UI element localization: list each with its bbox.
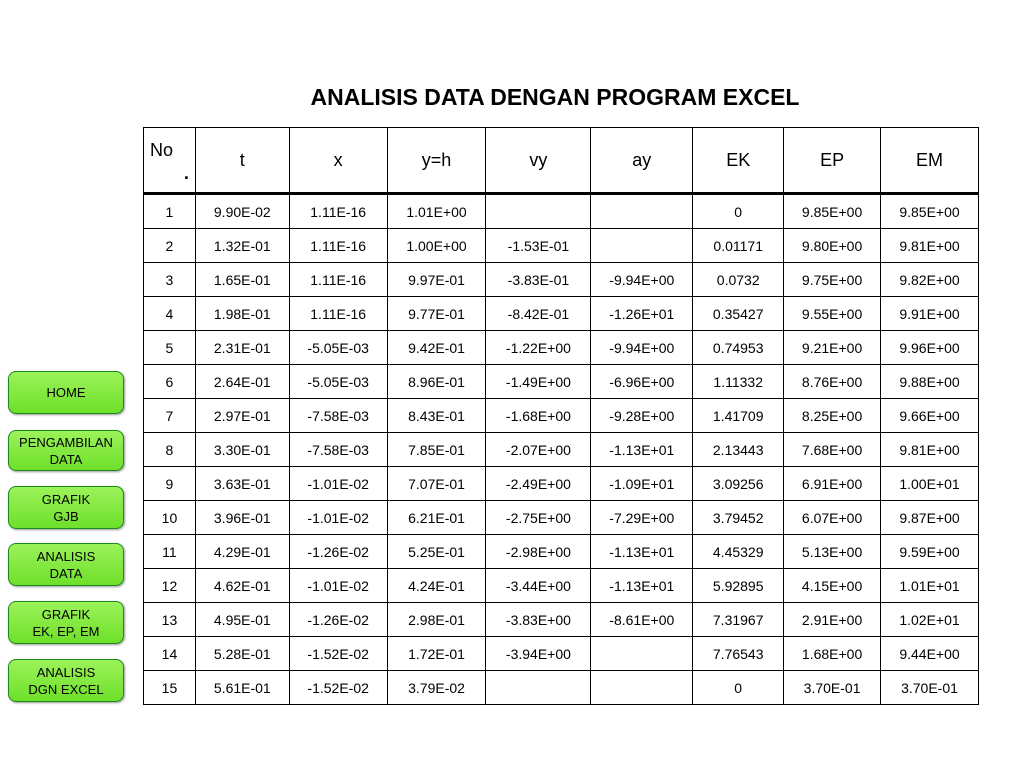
cell-ek: 0.01171 [693,229,784,263]
cell-vy: -8.42E-01 [486,297,591,331]
cell-em: 9.91E+00 [881,297,979,331]
cell-vy: -1.68E+00 [486,399,591,433]
cell-ek: 5.92895 [693,569,784,603]
cell-em: 1.01E+01 [881,569,979,603]
cell-x: 1.11E-16 [289,263,387,297]
cell-ep: 9.21E+00 [784,331,881,365]
table-row [144,467,979,501]
cell-vy: -2.07E+00 [486,433,591,467]
analisis-data-button[interactable] [8,543,124,586]
table-row [144,331,979,365]
cell-y-h: 7.85E-01 [387,433,486,467]
cell-no: 10 [144,501,196,535]
pengambilan-data-button[interactable] [8,430,124,471]
cell-ek: 0.74953 [693,331,784,365]
cell-x: 1.11E-16 [289,297,387,331]
cell-em: 9.59E+00 [881,535,979,569]
cell-no: 1 [144,194,196,229]
home-button[interactable] [8,371,124,414]
grafik-gjb-button-label: GRAFIK GJB [41,491,91,524]
cell-no: 13 [144,603,196,637]
cell-x: 1.11E-16 [289,229,387,263]
cell-vy: -1.49E+00 [486,365,591,399]
grafik-ek-ep-em-button-label: GRAFIK EK, EP, EM [32,606,100,639]
cell-em: 1.00E+01 [881,467,979,501]
cell-t: 2.64E-01 [195,365,289,399]
header-no-dot: . [183,163,189,183]
cell-ay [591,194,693,229]
cell-ay: -9.28E+00 [591,399,693,433]
table-row [144,501,979,535]
cell-ek: 4.45329 [693,535,784,569]
cell-t: 3.30E-01 [195,433,289,467]
header-no [144,128,196,194]
cell-no: 15 [144,671,196,705]
table-body [144,194,979,705]
cell-ek: 0.0732 [693,263,784,297]
cell-x: -1.26E-02 [289,535,387,569]
table-row [144,569,979,603]
cell-ek: 1.41709 [693,399,784,433]
cell-vy: -1.53E-01 [486,229,591,263]
cell-no: 4 [144,297,196,331]
header-vy: vy [486,128,591,194]
cell-no: 14 [144,637,196,671]
grafik-gjb-button[interactable] [8,486,124,529]
cell-x: -1.01E-02 [289,501,387,535]
table-header-row [144,128,979,194]
cell-y-h: 8.43E-01 [387,399,486,433]
grafik-ek-ep-em-button[interactable] [8,601,124,644]
cell-y-h: 4.24E-01 [387,569,486,603]
cell-y-h: 8.96E-01 [387,365,486,399]
cell-vy: -3.94E+00 [486,637,591,671]
cell-y-h: 3.79E-02 [387,671,486,705]
header-no-label: No [150,140,174,160]
header-em: EM [881,128,979,194]
cell-ep: 9.80E+00 [784,229,881,263]
cell-ay: -1.13E+01 [591,433,693,467]
header-ek: EK [693,128,784,194]
cell-vy: -1.22E+00 [486,331,591,365]
cell-t: 4.62E-01 [195,569,289,603]
cell-no: 6 [144,365,196,399]
header-x: x [289,128,387,194]
cell-vy: -2.49E+00 [486,467,591,501]
cell-em: 9.85E+00 [881,194,979,229]
header-t: t [195,128,289,194]
cell-ay: -6.96E+00 [591,365,693,399]
cell-x: -7.58E-03 [289,433,387,467]
cell-ay [591,637,693,671]
cell-t: 1.65E-01 [195,263,289,297]
pengambilan-data-button-label: PENGAMBILAN DATA [19,434,113,467]
cell-em: 1.02E+01 [881,603,979,637]
cell-t: 5.28E-01 [195,637,289,671]
cell-ep: 6.07E+00 [784,501,881,535]
table-row [144,194,979,229]
cell-t: 2.31E-01 [195,331,289,365]
table-row [144,637,979,671]
cell-t: 4.29E-01 [195,535,289,569]
cell-x: -1.01E-02 [289,569,387,603]
table-row [144,433,979,467]
table-row [144,535,979,569]
cell-ek: 3.79452 [693,501,784,535]
cell-em: 9.88E+00 [881,365,979,399]
cell-y-h: 6.21E-01 [387,501,486,535]
cell-x: -5.05E-03 [289,331,387,365]
cell-y-h: 1.01E+00 [387,194,486,229]
cell-x: -1.01E-02 [289,467,387,501]
cell-no: 9 [144,467,196,501]
cell-no: 2 [144,229,196,263]
cell-ek: 7.76543 [693,637,784,671]
cell-ek: 2.13443 [693,433,784,467]
analisis-data-button-label: ANALISIS DATA [36,548,96,581]
cell-ep: 6.91E+00 [784,467,881,501]
table-row [144,365,979,399]
cell-x: -5.05E-03 [289,365,387,399]
cell-em: 3.70E-01 [881,671,979,705]
table-row [144,603,979,637]
cell-vy: -2.98E+00 [486,535,591,569]
cell-em: 9.81E+00 [881,229,979,263]
table-row [144,263,979,297]
cell-y-h: 7.07E-01 [387,467,486,501]
cell-x: -7.58E-03 [289,399,387,433]
cell-y-h: 9.77E-01 [387,297,486,331]
cell-x: -1.26E-02 [289,603,387,637]
table-row [144,671,979,705]
analisis-dgn-excel-button-label: ANALISIS DGN EXCEL [28,664,104,697]
cell-ay [591,229,693,263]
home-button-label: HOME [46,385,86,400]
cell-ek: 0.35427 [693,297,784,331]
cell-t: 4.95E-01 [195,603,289,637]
cell-y-h: 9.42E-01 [387,331,486,365]
cell-t: 5.61E-01 [195,671,289,705]
analysis-data-table [143,127,979,705]
cell-y-h: 5.25E-01 [387,535,486,569]
cell-ay: -9.94E+00 [591,331,693,365]
cell-ay [591,671,693,705]
cell-ep: 9.85E+00 [784,194,881,229]
cell-ep: 5.13E+00 [784,535,881,569]
cell-em: 9.96E+00 [881,331,979,365]
cell-ep: 3.70E-01 [784,671,881,705]
cell-t: 1.32E-01 [195,229,289,263]
cell-no: 7 [144,399,196,433]
cell-x: -1.52E-02 [289,671,387,705]
table-row [144,229,979,263]
cell-no: 5 [144,331,196,365]
cell-ay: -1.13E+01 [591,569,693,603]
cell-ep: 8.76E+00 [784,365,881,399]
table-row [144,297,979,331]
header-ay: ay [591,128,693,194]
cell-ep: 2.91E+00 [784,603,881,637]
cell-vy [486,671,591,705]
cell-y-h: 9.97E-01 [387,263,486,297]
cell-em: 9.82E+00 [881,263,979,297]
cell-em: 9.81E+00 [881,433,979,467]
cell-vy: -3.83E+00 [486,603,591,637]
cell-ep: 1.68E+00 [784,637,881,671]
cell-ay: -1.09E+01 [591,467,693,501]
cell-vy: -2.75E+00 [486,501,591,535]
cell-ay: -8.61E+00 [591,603,693,637]
cell-em: 9.44E+00 [881,637,979,671]
cell-ek: 0 [693,671,784,705]
cell-ay: -7.29E+00 [591,501,693,535]
cell-x: 1.11E-16 [289,194,387,229]
cell-ek: 3.09256 [693,467,784,501]
cell-t: 2.97E-01 [195,399,289,433]
cell-t: 1.98E-01 [195,297,289,331]
cell-em: 9.87E+00 [881,501,979,535]
header-y-h: y=h [387,128,486,194]
cell-no: 8 [144,433,196,467]
cell-ek: 1.11332 [693,365,784,399]
cell-vy: -3.83E-01 [486,263,591,297]
cell-ep: 9.55E+00 [784,297,881,331]
cell-x: -1.52E-02 [289,637,387,671]
cell-t: 3.96E-01 [195,501,289,535]
cell-t: 9.90E-02 [195,194,289,229]
cell-y-h: 2.98E-01 [387,603,486,637]
cell-ep: 7.68E+00 [784,433,881,467]
cell-y-h: 1.00E+00 [387,229,486,263]
cell-ay: -1.26E+01 [591,297,693,331]
cell-vy: -3.44E+00 [486,569,591,603]
page-title: ANALISIS DATA DENGAN PROGRAM EXCEL [310,84,800,110]
cell-ek: 7.31967 [693,603,784,637]
cell-ep: 4.15E+00 [784,569,881,603]
table-row [144,399,979,433]
cell-y-h: 1.72E-01 [387,637,486,671]
cell-no: 3 [144,263,196,297]
cell-no: 12 [144,569,196,603]
analisis-dgn-excel-button[interactable] [8,659,124,702]
cell-em: 9.66E+00 [881,399,979,433]
cell-vy [486,194,591,229]
cell-ek: 0 [693,194,784,229]
cell-ep: 8.25E+00 [784,399,881,433]
header-ep: EP [784,128,881,194]
cell-ep: 9.75E+00 [784,263,881,297]
cell-no: 11 [144,535,196,569]
cell-t: 3.63E-01 [195,467,289,501]
cell-ay: -1.13E+01 [591,535,693,569]
cell-ay: -9.94E+00 [591,263,693,297]
